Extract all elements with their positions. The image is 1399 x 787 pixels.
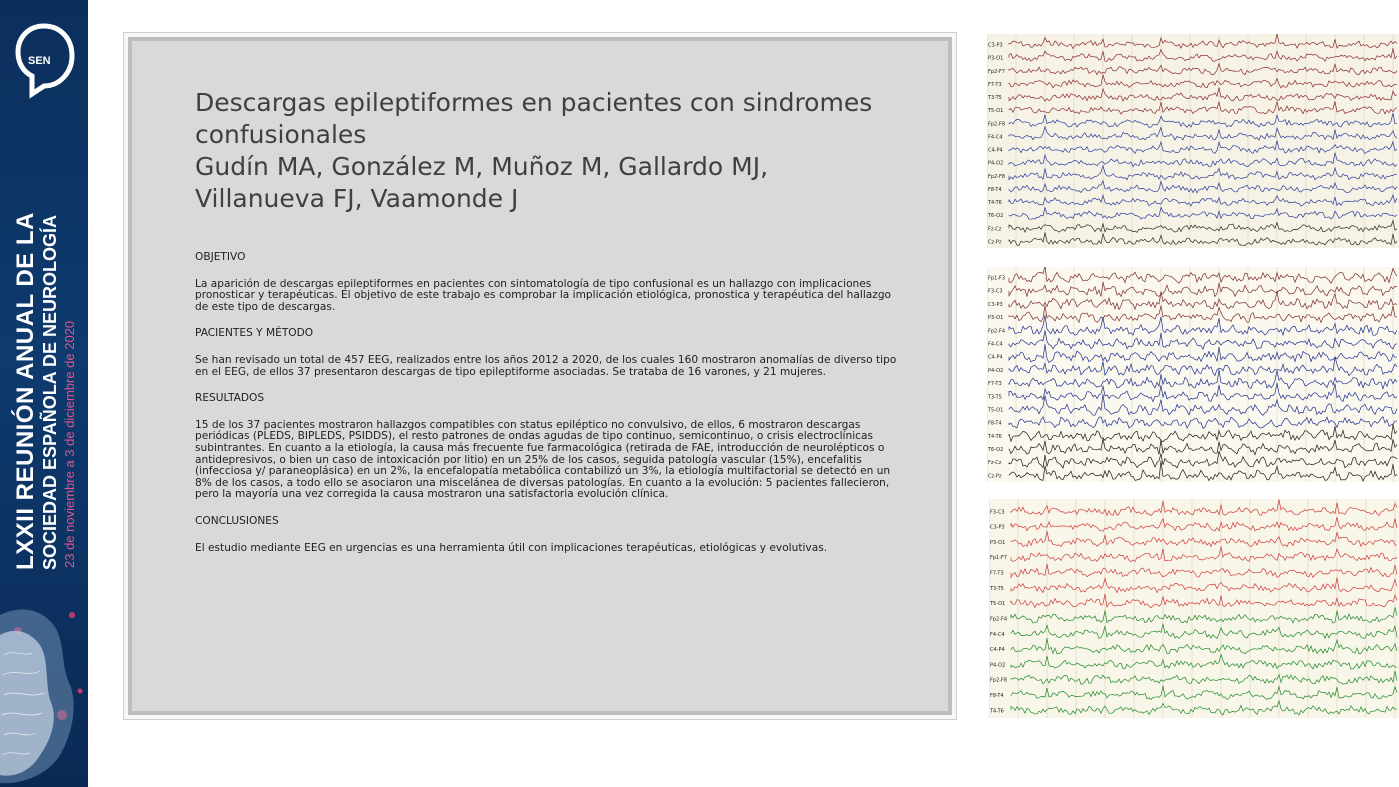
eeg-channel-label: Fp2-F8 (988, 173, 1006, 180)
eeg-channel-label: Fp2-F8 (990, 677, 1008, 684)
eeg-trace (1011, 547, 1397, 562)
eeg-panel-1 (987, 34, 1399, 248)
eeg-trace (1009, 207, 1397, 219)
eeg-channel-label: Fz-Cz (988, 460, 1002, 467)
eeg-trace (1009, 306, 1397, 323)
eeg-channel-label: Cz-Pz (988, 473, 1002, 480)
section-heading-objetivo: OBJETIVO (195, 251, 246, 263)
section-heading-resultados: RESULTADOS (195, 392, 265, 405)
section-heading-conclusiones: CONCLUSIONES (195, 514, 279, 527)
banner-title-line1: LXXII REUNIÓN ANUAL DE LA (12, 212, 39, 570)
eeg-trace (1011, 531, 1397, 547)
eeg-channel-label: C3-P3 (990, 524, 1005, 531)
authors-line: Villanueva FJ, Vaamonde J (195, 184, 519, 213)
eeg-channel-label: C3-P3 (988, 301, 1003, 308)
eeg-trace (1011, 594, 1397, 608)
eeg-trace (1011, 671, 1397, 684)
title-line: Descargas epileptiformes en pacientes con sindromes (195, 88, 873, 117)
eeg-channel-label: F4-C4 (988, 134, 1003, 141)
conference-banner (0, 0, 88, 787)
eeg-channel-label: P4-O2 (988, 160, 1004, 167)
eeg-trace (1011, 500, 1397, 516)
eeg-channel-label: F4-C4 (988, 341, 1003, 348)
eeg-channel-label: C4-P4 (988, 147, 1003, 154)
eeg-trace (1009, 282, 1397, 297)
poster-card-frame (123, 32, 957, 720)
eeg-trace (1011, 624, 1397, 639)
eeg-panel-3 (989, 499, 1399, 718)
eeg-channel-label: P3-O1 (990, 539, 1006, 546)
eeg-trace (1009, 113, 1397, 127)
eeg-trace (1011, 607, 1397, 623)
eeg-trace (1009, 48, 1397, 61)
eeg-channel-label: T5-O1 (988, 108, 1004, 115)
eeg-trace (1009, 370, 1397, 389)
eeg-trace (1009, 88, 1397, 102)
eeg-channel-label: P3-O1 (988, 315, 1004, 322)
eeg-trace (1009, 221, 1397, 233)
eeg-trace (1009, 75, 1397, 88)
eeg-trace (1009, 267, 1397, 283)
section-heading-metodo: PACIENTES Y MÉTODO (195, 327, 314, 340)
eeg-trace (1009, 451, 1397, 468)
eeg-trace (1011, 654, 1397, 669)
eeg-channel-label: T4-T6 (988, 200, 1002, 206)
section-text-resultados: 15 de los 37 pacientes mostraron hallazgos compatibles con status epiléptico no convulsivo, de ellos, 6 mostraron descargas periódicas (PLEDS, BIPLEDS, PSIDDS), el resto patrones de ondas agudas de tipo continuo, semicontinuo, o crisis electroclínicas subintrantes. En cuanto a la etiología, la causa más frecuente fue farmacológica (retirada de FAE, introducción de neurolépticos o antidepresivos, o bien un caso de intoxicación por litio) en un 25% de los casos, seguida patología vascular (15%), encefalitis (infecciosa y/ paraneoplásica) en un 2%, la encefalopatía metabólica contabilizó un 3%, la etiología multifactorial se detectó en un 8% de los casos, a todo ello se asociaron una miscelánea de diversas patologías. En cuanto a la evolución: 5 pacientes fallecieron, pero la mayoría una vez corregida la causa mostraron una satisfactoria evolución clínica. (195, 418, 891, 501)
eeg-channel-label: Cz-Pz (988, 239, 1002, 246)
eeg-trace (1011, 517, 1397, 531)
eeg-trace (1009, 417, 1397, 429)
eeg-trace (1009, 383, 1397, 402)
eeg-trace (1009, 330, 1397, 349)
eeg-panel-2 (987, 267, 1399, 482)
title-line: confusionales (195, 120, 367, 149)
eeg-trace (1011, 701, 1397, 715)
eeg-channel-label: F7-T3 (990, 570, 1004, 577)
eeg-trace (1009, 461, 1397, 481)
eeg-channel-label: P3-O1 (988, 55, 1004, 62)
eeg-trace (1009, 181, 1397, 193)
section-text-objetivo: La aparición de descargas epileptiformes en pacientes con sintomatología de tipo confusional es un hallazgo con implicaciones pronosticar y terapéuticas. El objetivo de este trabajo es comprobar la implicación etiológica, pronostica y terapéutica del hallazgo de este tipo de descargas. (195, 277, 892, 313)
eeg-trace (1009, 424, 1397, 441)
eeg-channel-label: Fz-Cz (988, 226, 1002, 233)
eeg-channel-label: F7-T3 (988, 381, 1002, 388)
eeg-channel-label: Fp2-F4 (990, 616, 1008, 623)
section-text-metodo: Se han revisado un total de 457 EEG, realizados entre los años 2012 a 2020, de los cuales 160 mostraron anomalías de diverso tipo en el EEG, de ellos 37 presentaron descargas de tipo epileptiforme asociadas. Se trataba de 16 varones, y 21 mujeres. (195, 353, 897, 378)
eeg-channel-label: T3-T5 (988, 394, 1002, 401)
eeg-trace (1009, 291, 1397, 310)
eeg-channel-label: F7-T3 (988, 81, 1002, 88)
eeg-channel-label: Fp1-F3 (988, 275, 1006, 282)
eeg-trace (1009, 357, 1397, 376)
poster-card (128, 37, 952, 715)
eeg-channel-label: F3-C3 (988, 288, 1003, 295)
eeg-trace (1009, 64, 1397, 75)
poster-title (195, 87, 935, 215)
eeg-channel-label: P4-O2 (990, 662, 1006, 669)
eeg-channel-label: T5-O1 (990, 601, 1006, 608)
eeg-trace (1011, 638, 1397, 654)
eeg-channel-label: C3-P3 (988, 42, 1003, 49)
eeg-channel-label: T5-O1 (988, 407, 1004, 414)
eeg-channel-label: F8-T4 (988, 420, 1002, 427)
banner-dates: 23 de noviembre a 3 de diciembre de 2020 (62, 320, 77, 568)
eeg-trace (1009, 127, 1397, 140)
banner-title-line2: SOCIEDAD ESPAÑOLA DE NEUROLOGÍA (40, 214, 60, 570)
brain-illustration-icon (0, 595, 88, 787)
eeg-channel-label: T4-T6 (990, 708, 1004, 715)
eeg-channel-label: T6-O2 (988, 447, 1004, 453)
eeg-channel-label: T6-O2 (988, 213, 1004, 220)
eeg-channel-label: Fp2-F8 (988, 121, 1006, 128)
eeg-trace (1011, 578, 1397, 593)
authors-line: Gudín MA, González M, Muñoz M, Gallardo MJ, (195, 152, 769, 181)
eeg-trace (1009, 101, 1397, 114)
eeg-trace (1009, 34, 1397, 49)
eeg-channel-label: Fp2-F7 (988, 68, 1006, 75)
eeg-trace (1009, 439, 1397, 455)
eeg-trace (1011, 564, 1397, 577)
section-text-conclusiones: El estudio mediante EEG en urgencias es una herramienta útil con implicaciones terapéuticas, etiológicas y evolutivas. (195, 541, 828, 554)
eeg-channel-label: C4-P4 (990, 647, 1005, 654)
eeg-trace (1009, 166, 1397, 180)
eeg-trace (1009, 141, 1397, 154)
eeg-trace (1009, 233, 1397, 246)
eeg-channel-label: Fp2-F4 (988, 328, 1006, 335)
logo-text: SEN (28, 55, 51, 67)
eeg-channel-label: C4-P4 (988, 354, 1003, 361)
eeg-channel-label: T4-T6 (988, 433, 1002, 440)
eeg-channel-label: T3-T5 (988, 95, 1002, 101)
eeg-channel-label: F8-T4 (988, 186, 1002, 193)
eeg-trace (1009, 153, 1397, 167)
eeg-channel-label: F3-C3 (990, 509, 1005, 516)
poster-body (195, 252, 905, 569)
eeg-trace (1011, 686, 1397, 700)
eeg-trace (1009, 394, 1397, 415)
eeg-trace (1009, 195, 1397, 206)
eeg-channel-label: F4-C4 (990, 631, 1005, 638)
eeg-channel-label: Fp1-F7 (990, 555, 1008, 562)
eeg-channel-label: P4-O2 (988, 367, 1004, 374)
eeg-channel-label: T3-T5 (990, 585, 1004, 592)
eeg-channel-label: F8-T4 (990, 693, 1004, 699)
